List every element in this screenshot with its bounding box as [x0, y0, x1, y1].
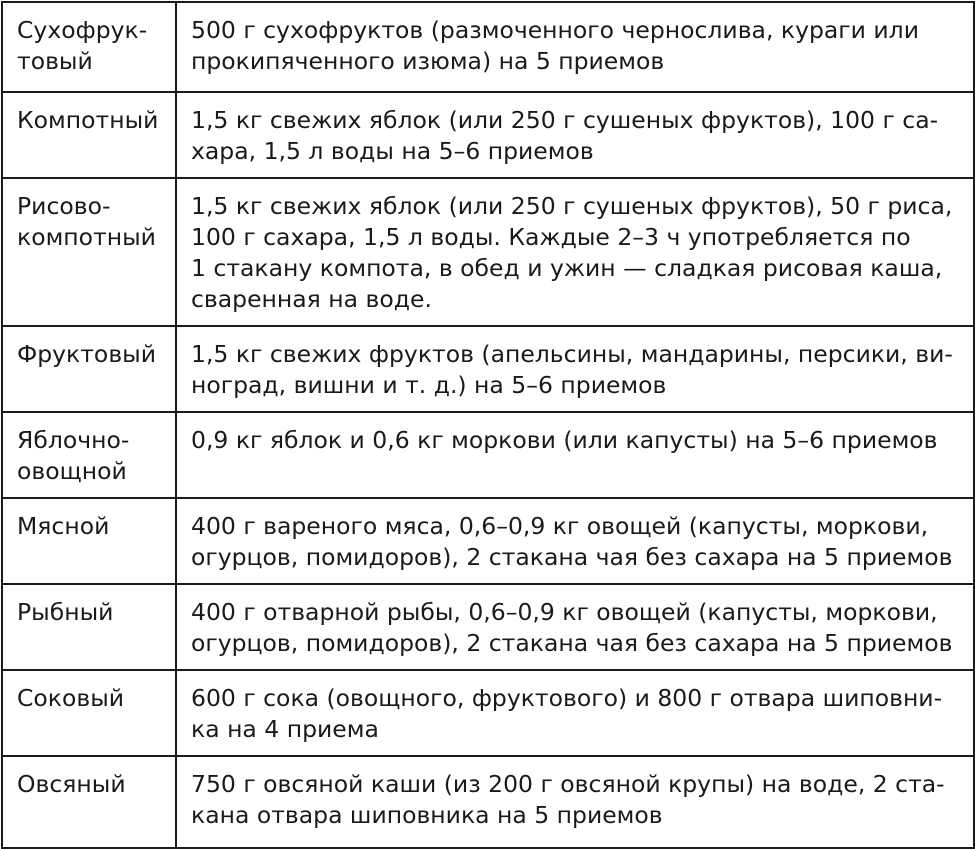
diet-name-cell	[2, 92, 176, 178]
diet-name-cell	[2, 326, 176, 412]
diet-description-cell	[176, 756, 974, 848]
diet-description: 1,5 кг свежих яблок (или 250 г сушеных фруктов), 100 г са- хара, 1,5 л воды на 5–6 приемов	[191, 106, 939, 165]
diet-table	[1, 1, 975, 849]
diet-name: Рыбный	[17, 598, 114, 626]
diet-description: 750 г овсяной каши (из 200 г овсяной крупы) на воде, 2 ста- кана отвара шиповника на 5 приемов	[191, 770, 945, 829]
table-row	[2, 178, 974, 326]
table-row	[2, 498, 974, 584]
diet-description-cell	[176, 584, 974, 670]
diet-description: 1,5 кг свежих фруктов (апельсины, мандарины, персики, ви- ноград, вишни и т. д.) на 5–6 приемов	[191, 340, 953, 399]
table-row	[2, 670, 974, 756]
diet-name-cell	[2, 2, 176, 92]
diet-description: 400 г отварной рыбы, 0,6–0,9 кг овощей (капусты, моркови, огурцов, помидоров), 2 стакана чая без сахара на 5 приемов	[191, 598, 953, 657]
diet-name: Овсяный	[17, 770, 126, 798]
diet-name-cell	[2, 756, 176, 848]
table-row	[2, 326, 974, 412]
diet-name: Сухофрук- товый	[17, 16, 148, 75]
diet-name: Компотный	[17, 106, 159, 134]
diet-description-cell	[176, 2, 974, 92]
diet-name-cell	[2, 584, 176, 670]
diet-name: Рисово- компотный	[17, 192, 156, 251]
diet-description: 1,5 кг свежих яблок (или 250 г сушеных фруктов), 50 г риса, 100 г сахара, 1,5 л воды. Каждые 2–3 ч употребляется по 1 стакану компота, в обед и ужин — сладкая рисовая каша, сваренная на воде.	[191, 192, 953, 313]
table-row	[2, 92, 974, 178]
diet-name-cell	[2, 498, 176, 584]
diet-name-cell	[2, 412, 176, 498]
diet-name-cell	[2, 670, 176, 756]
diet-name: Фруктовый	[17, 340, 156, 368]
table-row	[2, 756, 974, 848]
diet-description-cell	[176, 326, 974, 412]
diet-name: Яблочно- овощной	[17, 426, 130, 485]
diet-name: Соковый	[17, 684, 125, 712]
diet-description: 400 г вареного мяса, 0,6–0,9 кг овощей (капусты, моркови, огурцов, помидоров), 2 стакана чая без сахара на 5 приемов	[191, 512, 953, 571]
table-row	[2, 412, 974, 498]
diet-description: 600 г сока (овощного, фруктового) и 800 г отвара шиповни- ка на 4 приема	[191, 684, 943, 743]
diet-description: 0,9 кг яблок и 0,6 кг моркови (или капусты) на 5–6 приемов	[191, 426, 938, 454]
table-row	[2, 2, 974, 92]
diet-description: 500 г сухофруктов (размоченного чернослива, кураги или прокипяченного изюма) на 5 приемов	[191, 16, 919, 75]
diet-description-cell	[176, 412, 974, 498]
diet-name-cell	[2, 178, 176, 326]
diet-description-cell	[176, 178, 974, 326]
diet-description-cell	[176, 92, 974, 178]
table-row	[2, 584, 974, 670]
diet-description-cell	[176, 498, 974, 584]
diet-name: Мясной	[17, 512, 110, 540]
diet-description-cell	[176, 670, 974, 756]
